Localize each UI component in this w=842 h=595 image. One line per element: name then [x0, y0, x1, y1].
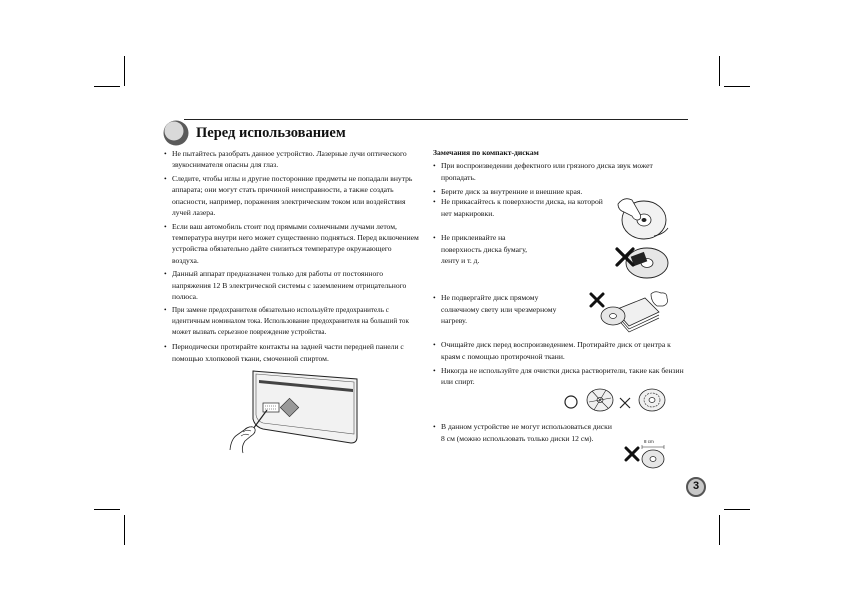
cd-notes-list-touch [433, 196, 613, 222]
crop-mark [94, 86, 120, 87]
disc-held-by-hand-illustration [614, 192, 672, 244]
crop-mark [94, 509, 120, 510]
list-item: • Не пытайтесь разобрать данное устройство. Лазерные лучи оптического звукоснимателя опасны для глаз. [164, 148, 419, 171]
list-item: • Очищайте диск перед воспроизведением. Протирайте диск от центра к краям с помощью протирочной ткани. [433, 339, 685, 362]
list-item: • Данный аппарат предназначен только для работы от постоянного напряжения 12 В электрической системы с заземлением отрицательного полюса. [164, 268, 419, 302]
section-bullet-icon [162, 119, 190, 147]
crop-mark [124, 56, 125, 86]
disc-with-sticker-prohibited-illustration [614, 246, 672, 280]
list-item: • При воспроизведении дефектного или грязного диска звук может пропадать. [433, 160, 683, 183]
crop-mark [719, 56, 720, 86]
list-item: • Никогда не используйте для очистки диска растворители, такие как бензин или спирт. [433, 365, 685, 388]
list-item: • Следите, чтобы иглы и другие посторонние предметы не попадали внутрь аппарата; они могут стать причиной неисправности, а также создать опасности, например, поражения электрическим током или воздействия лучей лазера. [164, 173, 419, 218]
list-item: • Не подвергайте диск прямому солнечному свету или чрезмерному нагреву. [433, 292, 557, 327]
crop-mark [719, 515, 720, 545]
cd-notes-heading: Замечания по компакт-дискам [433, 148, 539, 157]
cd-notes-list-8cm [433, 421, 613, 447]
list-item: • В данном устройстве не могут использоваться диски 8 см (можно использовать только диски 12 см). [433, 421, 613, 444]
disc-cleaning-correct-wrong-illustration [562, 384, 674, 416]
list-item: • Не прикасайтесь к поверхности диска, на которой нет маркировки. [433, 196, 613, 219]
crop-mark [724, 86, 750, 87]
title-rule [184, 119, 688, 120]
list-item: • Берите диск за внутренние и внешние края. [433, 186, 683, 198]
list-item: • При замене предохранителя обязательно используйте предохранитель с идентичным номиналом тока. Использование предохранителя на больший ток может вызвать серьезное повреждение устройства. [164, 305, 419, 339]
page-number: 3 [692, 480, 700, 492]
list-item: • Если ваш автомобиль стоит под прямыми солнечными лучами летом, температура внутри него может существенно подняться. Перед включением устройства обязательно дайте снизиться температуре окружающего воздуха. [164, 221, 419, 266]
left-bullet-list [164, 148, 419, 366]
cd-notes-list-clean [433, 339, 685, 390]
disc-sunlight-prohibited-illustration [585, 288, 671, 336]
list-item: • Не приклеивайте на поверхность диска бумагу, ленту и т. д. [433, 232, 545, 267]
cd-notes-list-stick [433, 232, 545, 269]
list-item: • Периодически протирайте контакты на задней части передней панели с помощью хлопковой ткани, смоченной спиртом. [164, 341, 419, 364]
cd-notes-list-sun [433, 292, 557, 329]
disc-size-label: 8 cm [644, 439, 654, 444]
crop-mark [124, 515, 125, 545]
front-panel-cleaning-illustration [225, 365, 365, 455]
crop-mark [724, 509, 750, 510]
page-title: Перед использованием [196, 125, 346, 141]
